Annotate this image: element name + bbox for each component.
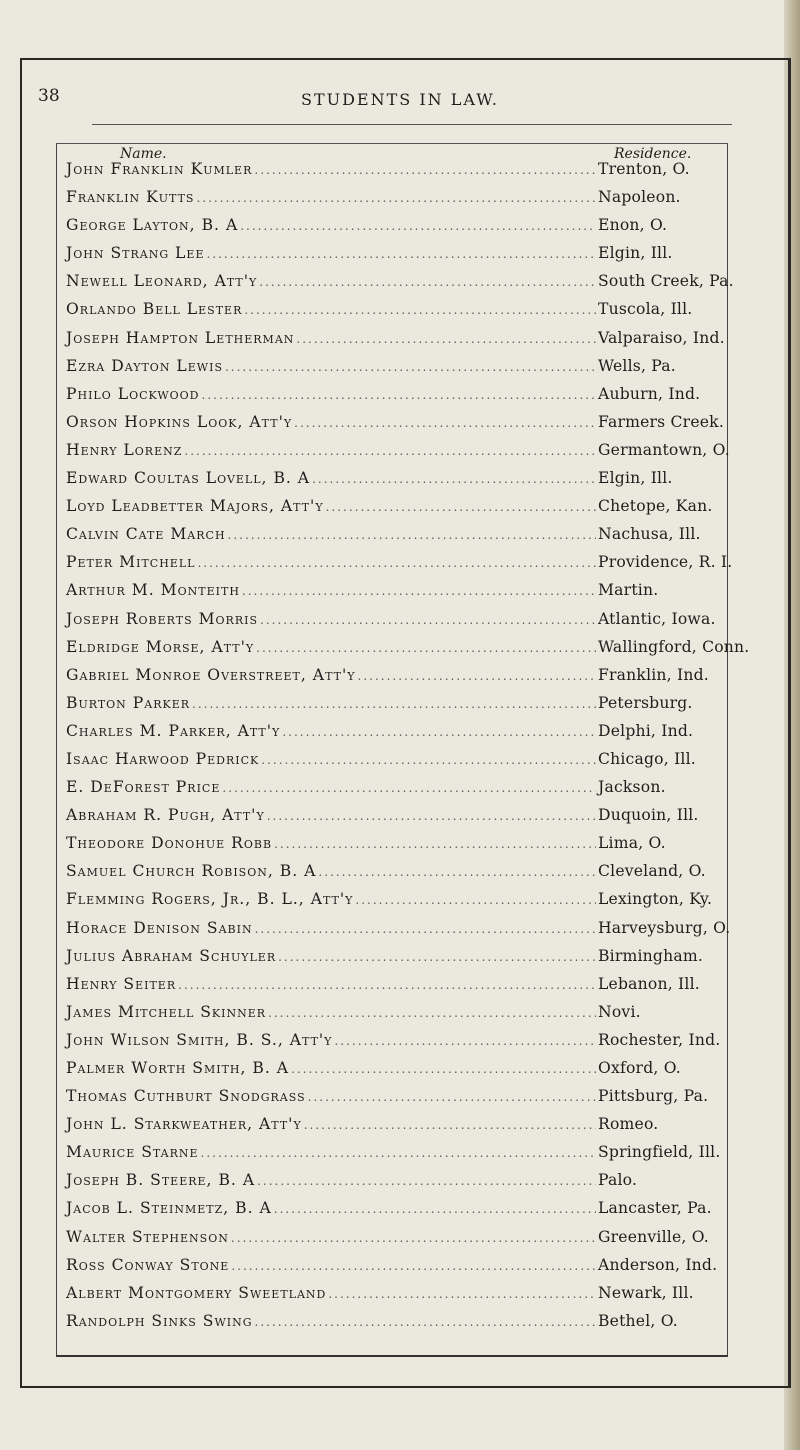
student-residence: Rochester, Ind. <box>598 1030 721 1049</box>
list-item <box>66 694 786 722</box>
list-item <box>66 553 786 581</box>
list-item <box>66 1171 786 1199</box>
dot-leader <box>267 809 596 823</box>
dot-leader <box>278 950 596 964</box>
list-item <box>66 834 786 862</box>
dot-leader <box>192 697 596 711</box>
list-item <box>66 329 786 357</box>
student-name: Samuel Church Robison, B. A <box>66 862 317 881</box>
list-item <box>66 975 786 1003</box>
dot-leader <box>231 1259 596 1273</box>
list-item <box>66 1031 786 1059</box>
student-name: Charles M. Parker, Att'y <box>66 721 281 740</box>
student-name: Horace Denison Sabin <box>66 918 253 937</box>
student-name: Walter Stephenson <box>66 1227 229 1246</box>
student-name: Loyd Leadbetter Majors, Att'y <box>66 497 324 516</box>
list-item <box>66 919 786 947</box>
dot-leader <box>291 1062 596 1076</box>
student-residence: Wells, Pa. <box>598 356 676 375</box>
dot-leader <box>206 247 596 261</box>
list-item <box>66 1059 786 1087</box>
student-residence: Lebanon, Ill. <box>598 974 700 993</box>
list-item <box>66 862 786 890</box>
student-name: Burton Parker <box>66 693 191 712</box>
page-number: 38 <box>38 86 60 106</box>
student-name: Julius Abraham Schuyler <box>66 946 277 965</box>
student-name: Jacob L. Steinmetz, B. A <box>66 1199 272 1218</box>
list-item <box>66 357 786 385</box>
student-name: John L. Starkweather, Att'y <box>66 1115 302 1134</box>
student-residence: Birmingham. <box>598 946 703 965</box>
student-residence: Farmers Creek. <box>598 412 724 431</box>
dot-leader <box>268 1006 596 1020</box>
student-name: Thomas Cuthburt Snodgrass <box>66 1087 306 1106</box>
dot-leader <box>178 978 596 992</box>
student-name: Isaac Harwood Pedrick <box>66 749 260 768</box>
list-item <box>66 160 786 188</box>
header-rule <box>92 124 732 125</box>
dot-leader <box>355 893 596 907</box>
student-residence: Chetope, Kan. <box>598 497 713 516</box>
student-residence: Novi. <box>598 1002 641 1021</box>
dot-leader <box>244 303 596 317</box>
list-item <box>66 666 786 694</box>
dot-leader <box>196 191 596 205</box>
student-residence: Martin. <box>598 581 659 600</box>
student-name: Franklin Kutts <box>66 188 195 207</box>
list-item <box>66 216 786 244</box>
running-head: STUDENTS IN LAW. <box>300 90 499 109</box>
student-name: John Wilson Smith, B. S., Att'y <box>66 1030 333 1049</box>
student-name: Joseph B. Steere, B. A <box>66 1171 256 1190</box>
student-residence: Bethel, O. <box>598 1311 678 1330</box>
student-name: Theodore Donohue Robb <box>66 834 273 853</box>
dot-leader <box>308 1090 596 1104</box>
dot-leader <box>274 837 596 851</box>
student-residence: Greenville, O. <box>598 1227 709 1246</box>
dot-leader <box>318 865 596 879</box>
dot-leader <box>255 1315 596 1329</box>
list-item <box>66 1087 786 1115</box>
list-item <box>66 272 786 300</box>
dot-leader <box>231 1231 596 1245</box>
student-name: Ezra Dayton Lewis <box>66 356 223 375</box>
student-name: Orson Hopkins Look, Att'y <box>66 412 293 431</box>
student-name: E. DeForest Price <box>66 778 221 797</box>
dot-leader <box>240 219 596 233</box>
list-item <box>66 722 786 750</box>
student-residence: Delphi, Ind. <box>598 721 694 740</box>
dot-leader <box>257 1174 596 1188</box>
student-name: Joseph Roberts Morris <box>66 609 259 628</box>
list-item <box>66 497 786 525</box>
column-header-residence: Residence. <box>614 146 692 162</box>
list-item <box>66 778 786 806</box>
dot-leader <box>228 528 596 542</box>
dot-leader <box>312 472 596 486</box>
list-item <box>66 441 786 469</box>
dot-leader <box>201 1146 596 1160</box>
list-item <box>66 469 786 497</box>
list-item <box>66 610 786 638</box>
student-residence: Oxford, O. <box>598 1059 681 1077</box>
list-item <box>66 1003 786 1031</box>
dot-leader <box>254 163 596 177</box>
list-item <box>66 413 786 441</box>
list-item <box>66 188 786 216</box>
student-residence: Wallingford, Conn. <box>598 637 750 656</box>
dot-leader <box>294 416 596 430</box>
list-item <box>66 525 786 553</box>
student-residence: South Creek, Pa. <box>598 272 734 291</box>
student-name: Palmer Worth Smith, B. A <box>66 1059 290 1077</box>
student-residence: Jackson. <box>598 778 666 797</box>
student-residence: Trenton, O. <box>598 160 690 178</box>
student-residence: Elgin, Ill. <box>598 469 673 488</box>
dot-leader <box>282 725 596 739</box>
dot-leader <box>225 360 596 374</box>
dot-leader <box>328 1287 596 1301</box>
student-name: Philo Lockwood <box>66 384 200 403</box>
list-item <box>66 750 786 778</box>
student-residence: Valparaiso, Ind. <box>598 328 725 347</box>
student-name: Calvin Cate March <box>66 525 226 544</box>
dot-leader <box>197 556 596 570</box>
student-name: Randolph Sinks Swing <box>66 1311 253 1330</box>
student-residence: Cleveland, O. <box>598 862 706 881</box>
dot-leader <box>261 753 596 767</box>
student-residence: Atlantic, Iowa. <box>598 609 716 628</box>
student-residence: Palo. <box>598 1171 638 1190</box>
student-name: Albert Montgomery Sweetland <box>66 1283 327 1302</box>
dot-leader <box>222 781 596 795</box>
student-residence: Franklin, Ind. <box>598 665 709 684</box>
student-residence: Auburn, Ind. <box>598 384 701 403</box>
list-item <box>66 806 786 834</box>
list-item <box>66 244 786 272</box>
student-residence: Germantown, O. <box>598 440 730 459</box>
student-residence: Lima, O. <box>598 834 666 853</box>
student-residence: Chicago, Ill. <box>598 749 696 768</box>
list-item <box>66 638 786 666</box>
dot-leader <box>202 388 597 402</box>
student-residence: Duquoin, Ill. <box>598 806 699 825</box>
dot-leader <box>358 669 597 683</box>
student-residence: Pittsburg, Pa. <box>598 1087 709 1106</box>
list-item <box>66 581 786 609</box>
student-name: Flemming Rogers, Jr., B. L., Att'y <box>66 890 354 909</box>
student-name: Peter Mitchell <box>66 553 196 572</box>
list-item <box>66 1284 786 1312</box>
student-residence: Anderson, Ind. <box>598 1255 718 1274</box>
dot-leader <box>259 275 596 289</box>
dot-leader <box>184 444 596 458</box>
student-residence: Providence, R. I. <box>598 553 733 572</box>
student-name: Maurice Starne <box>66 1143 199 1162</box>
dot-leader <box>304 1118 596 1132</box>
student-name: Henry Lorenz <box>66 440 183 459</box>
student-name: Henry Seiter <box>66 974 177 993</box>
dot-leader <box>326 500 596 514</box>
student-name: Joseph Hampton Letherman <box>66 328 295 347</box>
student-name: James Mitchell Skinner <box>66 1002 267 1021</box>
student-name: Abraham R. Pugh, Att'y <box>66 806 265 825</box>
column-header-name: Name. <box>120 146 167 162</box>
list-item <box>66 890 786 918</box>
student-residence: Napoleon. <box>598 188 681 207</box>
list-item <box>66 1199 786 1227</box>
student-list <box>66 160 786 1340</box>
student-name: Gabriel Monroe Overstreet, Att'y <box>66 665 356 684</box>
dot-leader <box>334 1034 596 1048</box>
dot-leader <box>274 1202 596 1216</box>
student-residence: Tuscola, Ill. <box>598 300 693 319</box>
list-item <box>66 300 786 328</box>
list-item <box>66 947 786 975</box>
student-residence: Lancaster, Pa. <box>598 1199 712 1218</box>
list-item <box>66 1228 786 1256</box>
student-name: Arthur M. Monteith <box>66 581 240 600</box>
student-name: John Strang Lee <box>66 244 205 263</box>
dot-leader <box>296 332 596 346</box>
student-residence: Enon, O. <box>598 216 668 235</box>
list-item <box>66 1143 786 1171</box>
student-name: Orlando Bell Lester <box>66 300 243 319</box>
student-name: Edward Coultas Lovell, B. A <box>66 469 311 488</box>
student-name: Newell Leonard, Att'y <box>66 272 258 291</box>
student-residence: Harveysburg, O. <box>598 918 731 937</box>
student-residence: Elgin, Ill. <box>598 244 673 263</box>
student-residence: Petersburg. <box>598 693 693 712</box>
list-item <box>66 1115 786 1143</box>
dot-leader <box>256 641 596 655</box>
student-residence: Lexington, Ky. <box>598 890 713 909</box>
student-name: John Franklin Kumler <box>66 160 253 178</box>
student-residence: Newark, Ill. <box>598 1283 694 1302</box>
dot-leader <box>242 584 596 598</box>
dot-leader <box>255 922 596 936</box>
student-name: Eldridge Morse, Att'y <box>66 637 255 656</box>
student-residence: Nachusa, Ill. <box>598 525 701 544</box>
list-item <box>66 385 786 413</box>
student-name: George Layton, B. A <box>66 216 239 235</box>
dot-leader <box>260 613 596 627</box>
student-name: Ross Conway Stone <box>66 1255 230 1274</box>
student-residence: Romeo. <box>598 1115 659 1134</box>
student-residence: Springfield, Ill. <box>598 1143 721 1162</box>
list-item <box>66 1312 786 1340</box>
list-item <box>66 1256 786 1284</box>
